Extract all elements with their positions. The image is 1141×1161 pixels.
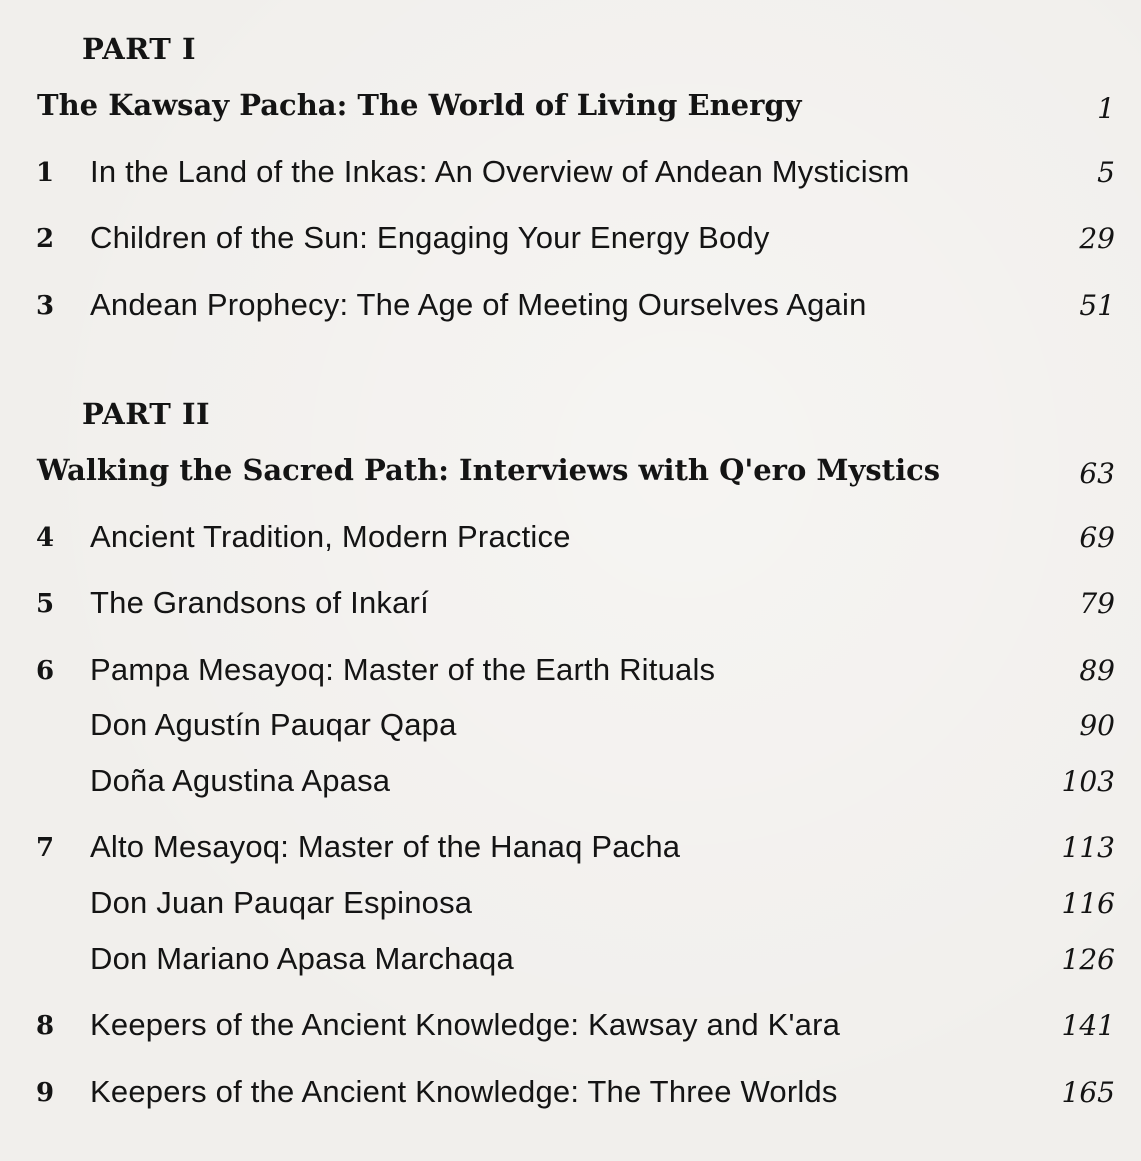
page-number: 90 xyxy=(1079,709,1115,742)
page-number: 103 xyxy=(1061,765,1115,798)
page-number: 89 xyxy=(1079,654,1115,687)
toc-entry xyxy=(0,1074,1141,1114)
chapter-number: 8 xyxy=(36,1011,55,1041)
chapter-title: In the Land of the Inkas: An Overview of Andean Mysticism xyxy=(90,154,910,189)
part-title: Walking the Sacred Path: Interviews with Q'ero Mystics xyxy=(37,453,941,487)
page-number: 29 xyxy=(1079,222,1115,255)
toc-entry xyxy=(0,154,1141,194)
chapter-number: 9 xyxy=(36,1078,55,1108)
toc-entry xyxy=(0,585,1141,625)
chapter-number: 2 xyxy=(36,224,55,254)
toc-entry xyxy=(0,652,1141,692)
subentry-title: Don Juan Pauqar Espinosa xyxy=(90,885,473,920)
chapter-number: 7 xyxy=(36,833,55,863)
toc-subentry xyxy=(0,707,1141,747)
chapter-number: 3 xyxy=(36,291,55,321)
toc-entry xyxy=(0,287,1141,327)
toc-entry xyxy=(0,519,1141,559)
page-number: 126 xyxy=(1061,943,1115,976)
chapter-title: Andean Prophecy: The Age of Meeting Ourselves Again xyxy=(90,287,867,322)
part-title: The Kawsay Pacha: The World of Living Energy xyxy=(37,88,802,122)
chapter-number: 5 xyxy=(36,589,55,619)
subentry-title: Doña Agustina Apasa xyxy=(90,763,391,798)
toc-entry xyxy=(0,1007,1141,1047)
page-number: 141 xyxy=(1061,1009,1115,1042)
page-number: 63 xyxy=(1079,457,1115,490)
subentry-title: Don Mariano Apasa Marchaqa xyxy=(90,941,514,976)
page-number: 113 xyxy=(1061,831,1115,864)
chapter-number: 6 xyxy=(36,656,55,686)
chapter-title: Children of the Sun: Engaging Your Energy Body xyxy=(90,220,770,255)
chapter-title: Pampa Mesayoq: Master of the Earth Rituals xyxy=(90,652,716,687)
part-heading-row xyxy=(0,88,1141,128)
toc-entry xyxy=(0,220,1141,260)
chapter-title: Keepers of the Ancient Knowledge: Kawsay and K'ara xyxy=(90,1007,841,1042)
toc-subentry xyxy=(0,941,1141,981)
page-number: 79 xyxy=(1079,587,1115,620)
toc-subentry xyxy=(0,885,1141,925)
toc-entry xyxy=(0,829,1141,869)
page-number: 5 xyxy=(1097,156,1115,189)
page-number: 116 xyxy=(1061,887,1115,920)
chapter-title: Alto Mesayoq: Master of the Hanaq Pacha xyxy=(90,829,681,864)
chapter-number: 1 xyxy=(36,158,55,188)
page-number: 69 xyxy=(1079,521,1115,554)
part-heading-row xyxy=(0,453,1141,493)
part-label: PART II xyxy=(82,397,211,431)
part-label: PART I xyxy=(82,32,197,66)
subentry-title: Don Agustín Pauqar Qapa xyxy=(90,707,457,742)
page-number: 1 xyxy=(1097,92,1115,125)
chapter-title: The Grandsons of Inkarí xyxy=(90,585,429,620)
toc-subentry xyxy=(0,763,1141,803)
page-number: 165 xyxy=(1061,1076,1115,1109)
chapter-title: Keepers of the Ancient Knowledge: The Three Worlds xyxy=(90,1074,838,1109)
chapter-number: 4 xyxy=(36,523,55,553)
page-number: 51 xyxy=(1079,289,1115,322)
chapter-title: Ancient Tradition, Modern Practice xyxy=(90,519,571,554)
